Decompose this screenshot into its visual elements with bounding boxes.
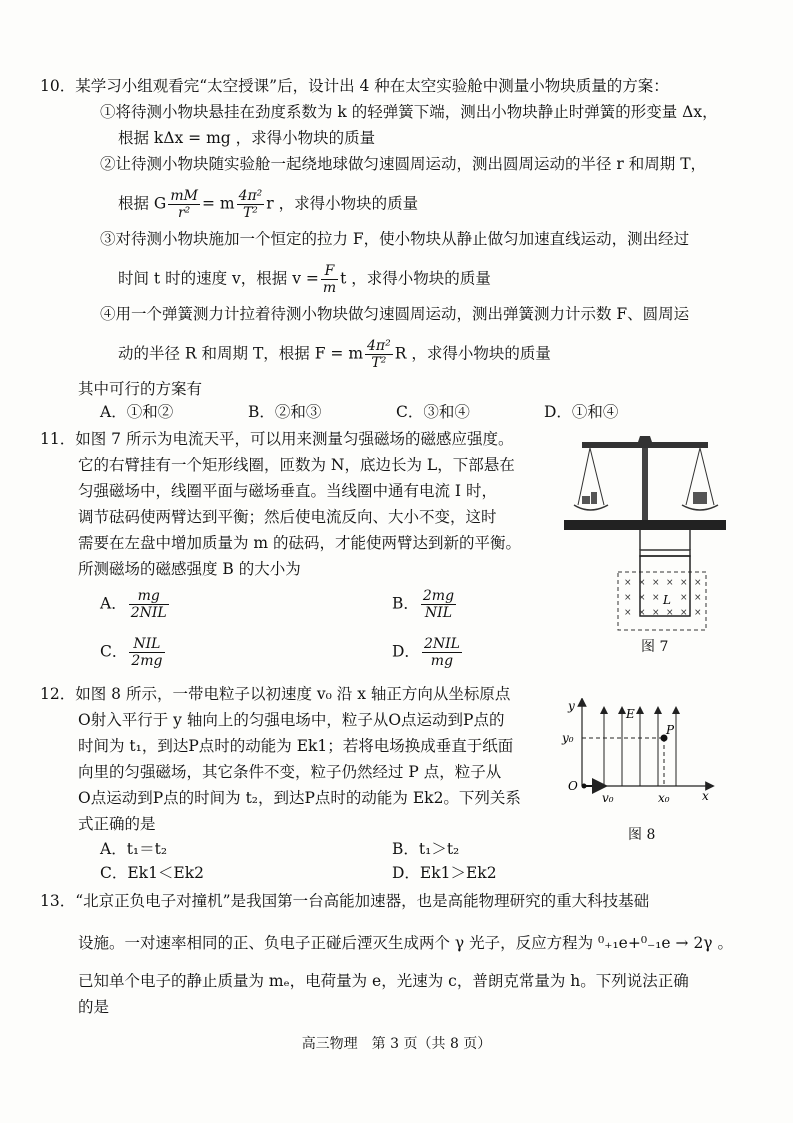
q10-scheme-1-line-1: ①将待测小物块悬挂在劲度系数为 k 的轻弹簧下端，测出小物块静止时弹簧的形变量 Δx，	[100, 103, 718, 121]
svg-text:×: ×	[694, 608, 702, 618]
svg-text:×: ×	[624, 593, 632, 603]
figure-7-caption: 图 7	[641, 639, 669, 655]
page-footer: 高三物理 第 3 页（共 8 页）	[301, 1036, 492, 1052]
q12-line-6: 式正确的是	[78, 815, 156, 833]
label-p: P	[666, 723, 675, 737]
q12-option-c[interactable]: C．Ek1＜Ek2	[100, 864, 204, 882]
q10-scheme-2-line-2: 根据 G $\frac{mM}{\text{r²}}$ = m $\frac{\text{4π²}}{\text{T²}}$ r ，求得小物块的质量	[118, 188, 419, 221]
svg-text:×: ×	[680, 593, 688, 603]
svg-text:×: ×	[694, 578, 702, 588]
q12-line-5: O点运动到P点的时间为 t₂，到达P点时的动能为 Ek2。下列关系	[78, 789, 521, 807]
svg-text:×: ×	[680, 578, 688, 588]
q10-scheme-3-line-1: ③对待测小物块施加一个恒定的拉力 F，使小物块从静止做匀加速直线运动，测出经过	[100, 230, 690, 248]
q12-line-4: 向里的匀强磁场，其它条件不变，粒子仍然经过 P 点，粒子从	[78, 763, 502, 781]
label-y0: y₀	[562, 731, 574, 745]
svg-text:×: ×	[652, 608, 660, 618]
fraction: $\frac{\text{4π²}}{\text{T²}}$	[367, 338, 391, 371]
q12-option-a[interactable]: A．t₁＝t₂	[100, 840, 168, 858]
q12-line-1: 12．如图 8 所示，一带电粒子以初速度 v₀ 沿 x 轴正方向从坐标原点	[40, 685, 511, 703]
q11-option-d[interactable]: D． 2NIL mg	[392, 636, 460, 669]
q10-scheme-4-line-1: ④用一个弹簧测力计拉着待测小物块做匀速圆周运动，测出弹簧测力计示数 F、圆周运	[100, 305, 690, 323]
q10-option-c[interactable]: C．③和④	[396, 403, 470, 421]
svg-text:×: ×	[680, 608, 688, 618]
q13-line-2: 设施。一对速率相同的正、负电子正碰后湮灭生成两个 γ 光子，反应方程为 ⁰₊₁e+⁰₋₁e → 2γ 。	[78, 934, 733, 952]
figure-7-label-l: L	[663, 593, 671, 607]
fraction: $\frac{mM}{\text{r²}}$	[170, 188, 198, 221]
fraction: $\frac{\text{4π²}}{\text{T²}}$	[238, 188, 263, 221]
q12-line-3: 时间为 t₁，到达P点时的动能为 Ek1；若将电场换成垂直于纸面	[78, 737, 514, 755]
axis-label-x: x	[702, 789, 709, 803]
q10-scheme-2-line-1: ②让待测小物块随实验舱一起绕地球做匀速圆周运动，测出圆周运动的半径 r 和周期 T，	[100, 155, 707, 173]
svg-text:×: ×	[694, 593, 702, 603]
figure-8-caption: 图 8	[628, 827, 656, 843]
fraction: $\frac{F}{m}$	[322, 263, 337, 296]
svg-text:×: ×	[638, 593, 646, 603]
axis-label-y: y	[568, 699, 575, 713]
q12-option-b[interactable]: B．t₁＞t₂	[392, 840, 460, 858]
q11-option-c[interactable]: C． NIL 2mg	[100, 636, 163, 669]
q10-option-b[interactable]: B．②和③	[248, 403, 322, 421]
q11-line-6: 所测磁场的磁感强度 B 的大小为	[78, 560, 301, 578]
q10-stem: 10．某学习小组观看完“太空授课”后，设计出 4 种在太空实验舱中测量小物块质量的方案：	[40, 77, 669, 95]
q10-option-a[interactable]: A．①和②	[100, 403, 174, 421]
svg-text:×: ×	[666, 578, 674, 588]
label-v0: v₀	[602, 791, 614, 805]
q10-ask: 其中可行的方案有	[78, 380, 203, 398]
q11-option-b[interactable]: B． 2mg NIL	[392, 588, 455, 621]
q13-line-1: 13．“北京正负电子对撞机”是我国第一台高能加速器，也是高能物理研究的重大科技基础	[40, 892, 650, 910]
q10-scheme-4-line-2: 动的半径 R 和周期 T，根据 F = m $\frac{\text{4π²}}{\text{T²}}$ R ，求得小物块的质量	[118, 338, 551, 371]
q10-scheme-1-line-2: 根据 kΔx = mg ，求得小物块的质量	[118, 129, 376, 147]
label-o: O	[568, 779, 578, 793]
q12-line-2: O射入平行于 y 轴向上的匀强电场中，粒子从O点运动到P点的	[78, 711, 505, 729]
q11-line-1: 11．如图 7 所示为电流天平，可以用来测量匀强磁场的磁感应强度。	[40, 430, 514, 448]
svg-text:×: ×	[624, 608, 632, 618]
q11-line-4: 调节砝码使两臂达到平衡；然后使电流反向、大小不变，这时	[78, 508, 497, 526]
q10-option-d[interactable]: D．①和④	[544, 403, 619, 421]
q11-line-2: 它的右臂挂有一个矩形线圈，匝数为 N，底边长为 L，下部悬在	[78, 456, 515, 474]
svg-text:×: ×	[666, 608, 674, 618]
figure-8-field-diagram	[560, 698, 720, 820]
label-x0: x₀	[658, 791, 670, 805]
svg-text:×: ×	[638, 608, 646, 618]
svg-text:×: ×	[624, 578, 632, 588]
svg-text:×: ×	[652, 578, 660, 588]
q11-option-a[interactable]: A． mg 2NIL	[100, 588, 167, 621]
q10-scheme-3-line-2: 时间 t 时的速度 v，根据 v = $\frac{F}{m}$ t ，求得小物块的质量	[118, 263, 491, 296]
svg-text:×: ×	[652, 593, 660, 603]
q13-line-3: 已知单个电子的静止质量为 mₑ，电荷量为 e，光速为 c，普朗克常量为 h。下列说法正确	[78, 972, 689, 990]
q12-option-d[interactable]: D．Ek1＞Ek2	[392, 864, 497, 882]
q11-line-5: 需要在左盘中增加质量为 m 的砝码，才能使两臂达到新的平衡。	[78, 534, 522, 552]
q11-line-3: 匀强磁场中，线圈平面与磁场垂直。当线圈中通有电流 I 时，	[78, 482, 497, 500]
q13-line-4: 的是	[78, 998, 110, 1016]
label-e: E	[626, 707, 635, 721]
svg-text:×: ×	[638, 578, 646, 588]
figure-7-current-balance	[560, 430, 730, 640]
